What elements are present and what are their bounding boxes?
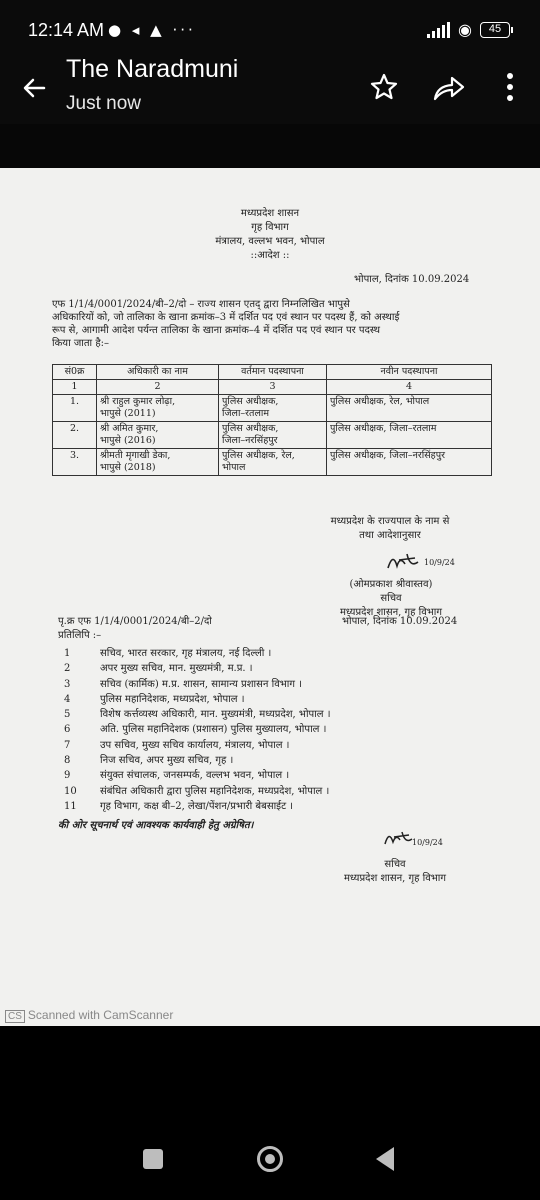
table-row	[53, 395, 492, 422]
list-item: 6 अति. पुलिस महानिदेशक (प्रशासन) पुलिस मुख्यालय, भोपाल ।	[64, 724, 327, 736]
serial-number: 1.	[53, 395, 97, 422]
signature-date: 10/9/24	[412, 838, 443, 847]
page-title: The Naradmuni	[66, 55, 239, 83]
heading-line: गृह विभाग	[251, 222, 289, 233]
officer-name: श्री राहुल कुमार लोढ़ा, भापुसे (2011)	[97, 395, 219, 422]
signatory-line: (ओमप्रकाश श्रीवास्तव)	[349, 579, 433, 590]
column-number: 4	[327, 380, 492, 395]
list-item: 4 पुलिस महानिदेशक, मध्यप्रदेश, भोपाल ।	[64, 693, 245, 705]
paragraph-line: किया जाता है:–	[52, 338, 109, 349]
list-item: 11 गृह विभाग, कक्ष बी–2, लेखा/पेंशन/प्रभारी बेबसाईट ।	[64, 800, 294, 812]
heading-line: मध्यप्रदेश शासन	[240, 208, 300, 219]
paragraph-line: एफ 1/1/4/0001/2024/बी–2/दो – राज्य शासन एतद् द्वारा निम्नलिखित भापुसे	[52, 299, 350, 310]
column-header: अधिकारी का नाम	[97, 365, 219, 380]
new-posting: पुलिस अधीक्षक, रेल, भोपाल	[327, 395, 492, 422]
signal-icon	[427, 22, 450, 38]
copy-label: प्रतिलिपि :–	[58, 630, 102, 641]
posting-table	[52, 364, 492, 476]
signature	[385, 550, 425, 572]
list-item: 9 संयुक्त संचालक, जनसम्पर्क, वल्लभ भवन, भोपाल ।	[64, 770, 290, 782]
officer-name: श्रीमती मृगाखी डेका, भापुसे (2018)	[97, 449, 219, 476]
new-posting: पुलिस अधीक्षक, जिला–नरसिंहपुर	[327, 449, 492, 476]
governor-line: मध्यप्रदेश के राज्यपाल के नाम से	[330, 516, 450, 527]
paragraph-line: अधिकारियों को, जो तालिका के खाना क्रमांक–3 में दर्शित पद एवं स्थान पर पदस्थ हैं, को अस्थाई	[52, 312, 400, 323]
paragraph-line: रूप से, आगामी आदेश पर्यन्त तालिका के खाना क्रमांक–4 में दर्शित पद एवं स्थान पर पदस्थ	[52, 325, 381, 336]
endorsement-ref: पृ.क्र एफ 1/1/4/0001/2024/बी–2/दो	[58, 616, 212, 627]
column-header: वर्तमान पदस्थापना	[219, 365, 327, 380]
list-item: 1 सचिव, भारत सरकार, गृह मंत्रालय, नई दिल्ली ।	[64, 648, 272, 659]
signature	[382, 828, 416, 848]
home-button[interactable]	[257, 1146, 283, 1172]
scanner-logo: CS	[5, 1010, 25, 1023]
forward-line: की ओर सूचनार्थ एवं आवश्यक कार्यवाही हेतु अग्रेषित।	[58, 820, 254, 831]
list-item: 7 उप सचिव, मुख्य सचिव कार्यालय, मंत्रालय, भोपाल ।	[64, 739, 290, 751]
system-nav-bar	[0, 1120, 540, 1200]
serial-number: 3.	[53, 449, 97, 476]
list-item: 10 संबंधित अधिकारी द्वारा पुलिस महानिदेशक, मध्यप्रदेश, भोपाल ।	[64, 785, 330, 797]
recents-button[interactable]	[143, 1149, 163, 1169]
current-posting: पुलिस अधीक्षक, रेल, भोपाल	[219, 449, 327, 476]
endorsement-date: भोपाल, दिनांक 10.09.2024	[342, 616, 458, 627]
back-button[interactable]	[376, 1147, 394, 1171]
new-posting: पुलिस अधीक्षक, जिला–रतलाम	[327, 422, 492, 449]
scanner-watermark: CS Scanned with CamScanner	[5, 1008, 173, 1022]
column-header: सं0क्र	[53, 365, 97, 380]
current-posting: पुलिस अधीक्षक, जिला–रतलाम	[219, 395, 327, 422]
current-posting: पुलिस अधीक्षक, जिला–नरसिंहपुर	[219, 422, 327, 449]
heading-line: ::आदेश ::	[250, 250, 290, 261]
table-header-row	[53, 365, 492, 380]
more-options-icon[interactable]	[498, 70, 522, 104]
signatory-line: मध्यप्रदेश शासन, गृह विभाग	[339, 607, 443, 618]
list-item: 3 सचिव (कार्मिक) म.प्र. शासन, सामान्य प्रशासन विभाग ।	[64, 678, 302, 690]
footer-sign-line: मध्यप्रदेश शासन, गृह विभाग	[343, 873, 447, 884]
list-item: 8 निज सचिव, अपर मुख्य सचिव, गृह ।	[64, 755, 234, 767]
wifi-icon: ◉	[458, 20, 472, 39]
governor-line: तथा आदेशानुसार	[359, 530, 421, 541]
forward-icon[interactable]	[432, 72, 466, 102]
notification-icons: ● ◂ ▲ ···	[108, 21, 196, 39]
battery-icon: 45	[480, 22, 510, 38]
footer-sign-line: सचिव	[384, 859, 406, 870]
back-arrow-icon[interactable]	[18, 72, 50, 104]
status-time: 12:14 AM	[28, 20, 105, 40]
image-top-margin	[0, 124, 540, 168]
copy-list	[64, 646, 331, 814]
table-row	[53, 449, 492, 476]
document-image[interactable]	[0, 168, 540, 998]
status-bar	[0, 0, 540, 60]
order-date: भोपाल, दिनांक 10.09.2024	[354, 274, 470, 285]
star-icon[interactable]	[369, 72, 399, 102]
column-number: 2	[97, 380, 219, 395]
column-number: 1	[53, 380, 97, 395]
column-number-row	[53, 380, 492, 395]
column-number: 3	[219, 380, 327, 395]
table-row	[53, 422, 492, 449]
signature-date: 10/9/24	[424, 558, 455, 567]
timestamp: Just now	[66, 93, 141, 114]
serial-number: 2.	[53, 422, 97, 449]
heading-line: मंत्रालय, वल्लभ भवन, भोपाल	[215, 236, 325, 247]
column-header: नवीन पदस्थापना	[327, 365, 492, 380]
list-item: 2 अपर मुख्य सचिव, मान. मुख्यमंत्री, म.प्र. ।	[64, 663, 253, 675]
officer-name: श्री अमित कुमार, भापुसे (2016)	[97, 422, 219, 449]
status-right-icons	[427, 20, 510, 39]
list-item: 5 विशेष कर्त्तव्यस्थ अधिकारी, मान. मुख्यमंत्री, मध्यप्रदेश, भोपाल ।	[64, 709, 331, 721]
signatory-line: सचिव	[380, 593, 402, 604]
